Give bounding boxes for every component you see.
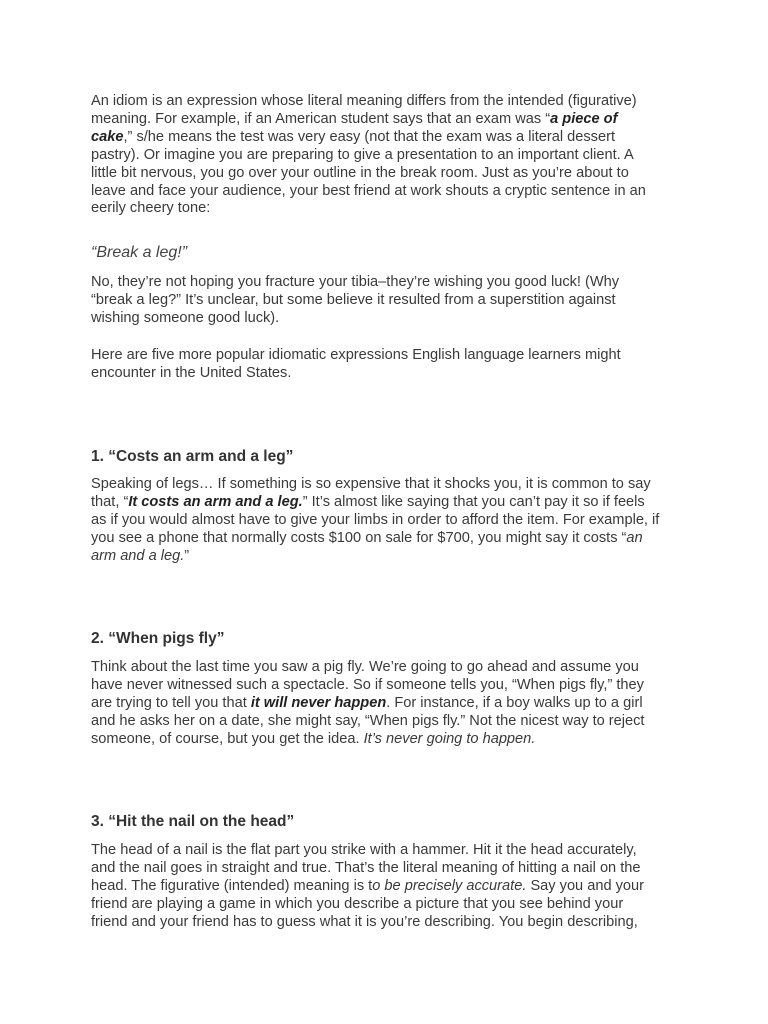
text-line: The head of a nail is the flat part you strike with a hammer. Hit it the head accurately, xyxy=(91,842,637,858)
text-line xyxy=(91,494,691,512)
text-line: Speaking of legs… If something is so expensive that it shocks you, it is common to say xyxy=(91,476,651,492)
text-run: . For instance, if a boy walks up to a girl xyxy=(386,694,643,711)
emphasis-text: it will never happen xyxy=(250,694,387,711)
explanation-paragraph xyxy=(91,274,691,328)
text-run: someone, of course, but you get the idea. xyxy=(91,730,364,747)
text-run: ” It’s almost like saying that you can’t pay it so if feels xyxy=(302,493,645,510)
idiom-quote: “Break a leg!” xyxy=(91,244,188,261)
section-1-paragraph xyxy=(91,476,691,566)
text-line xyxy=(91,530,691,548)
italic-text: o be precisely accurate. xyxy=(372,877,527,894)
text-line: and he asks her on a date, she might say, “When pigs fly.” Not the nicest way to reject xyxy=(91,712,645,729)
italic-text: an xyxy=(626,529,643,546)
text-run: meaning. For example, if an American student says that an exam was “ xyxy=(91,110,551,127)
text-run: head. The figurative (intended) meaning is t xyxy=(91,877,373,894)
text-line: eerily cheery tone: xyxy=(91,200,211,217)
text-line xyxy=(91,548,691,566)
section-heading-3: 3. “Hit the nail on the head” xyxy=(91,813,295,830)
emphasis-text: It costs an arm and a leg. xyxy=(128,493,303,510)
text-run: ,” s/he means the test was very easy (not that the exam was a literal dessert xyxy=(123,128,616,145)
text-line: Here are five more popular idiomatic expressions English language learners might xyxy=(91,347,621,363)
text-run: Say you and your xyxy=(526,877,645,894)
text-line: “break a leg?” It’s unclear, but some believe it resulted from a superstition against xyxy=(91,291,616,308)
text-line: wishing someone good luck). xyxy=(91,309,280,326)
section-3-paragraph xyxy=(91,842,691,932)
text-line xyxy=(91,111,691,129)
text-line xyxy=(91,695,691,713)
emphasis-text: a piece of xyxy=(550,110,618,127)
text-line: leave and face your audience, your best friend at work shouts a cryptic sentence in an xyxy=(91,182,646,199)
text-run: that, “ xyxy=(91,493,129,510)
text-line: have never witnessed such a spectacle. So if someone tells you, “When pigs fly,” they xyxy=(91,676,644,693)
text-line xyxy=(91,731,691,749)
text-line: friend are playing a game in which you describe a picture that you see behind your xyxy=(91,895,624,912)
text-line: An idiom is an expression whose literal meaning differs from the intended (figurative) xyxy=(91,93,637,109)
text-run: ” xyxy=(184,547,190,564)
text-line: encounter in the United States. xyxy=(91,364,292,381)
italic-text: arm and a leg. xyxy=(91,547,185,564)
intro-paragraph xyxy=(91,93,691,218)
text-run: are trying to tell you that xyxy=(91,694,251,711)
emphasis-text: cake xyxy=(91,128,124,145)
text-line: friend and your friend has to guess what it is you’re describing. You begin describing, xyxy=(91,913,638,930)
more-idioms-paragraph xyxy=(91,347,691,383)
text-line: No, they’re not hoping you fracture your tibia–they’re wishing you good luck! (Why xyxy=(91,274,620,290)
section-2-paragraph xyxy=(91,659,691,749)
text-run: you see a phone that normally costs $100 on sale for $700, you might say it costs “ xyxy=(91,529,627,546)
text-line: Think about the last time you saw a pig fly. We’re going to go ahead and assume you xyxy=(91,659,639,675)
italic-text: It’s never going to happen. xyxy=(363,730,536,747)
text-line: pastry). Or imagine you are preparing to give a presentation to an important client. A xyxy=(91,146,634,163)
text-line xyxy=(91,129,691,147)
section-heading-2: 2. “When pigs fly” xyxy=(91,630,225,647)
text-line: little bit nervous, you go over your outline in the break room. Just as you’re about to xyxy=(91,164,629,181)
text-line: as if you would almost have to give your limbs in order to afford the item. For example, if xyxy=(91,511,660,528)
section-heading-1: 1. “Costs an arm and a leg” xyxy=(91,448,294,465)
text-line xyxy=(91,878,691,896)
text-line: and the nail goes in straight and true. That’s the literal meaning of hitting a nail on the xyxy=(91,859,641,876)
